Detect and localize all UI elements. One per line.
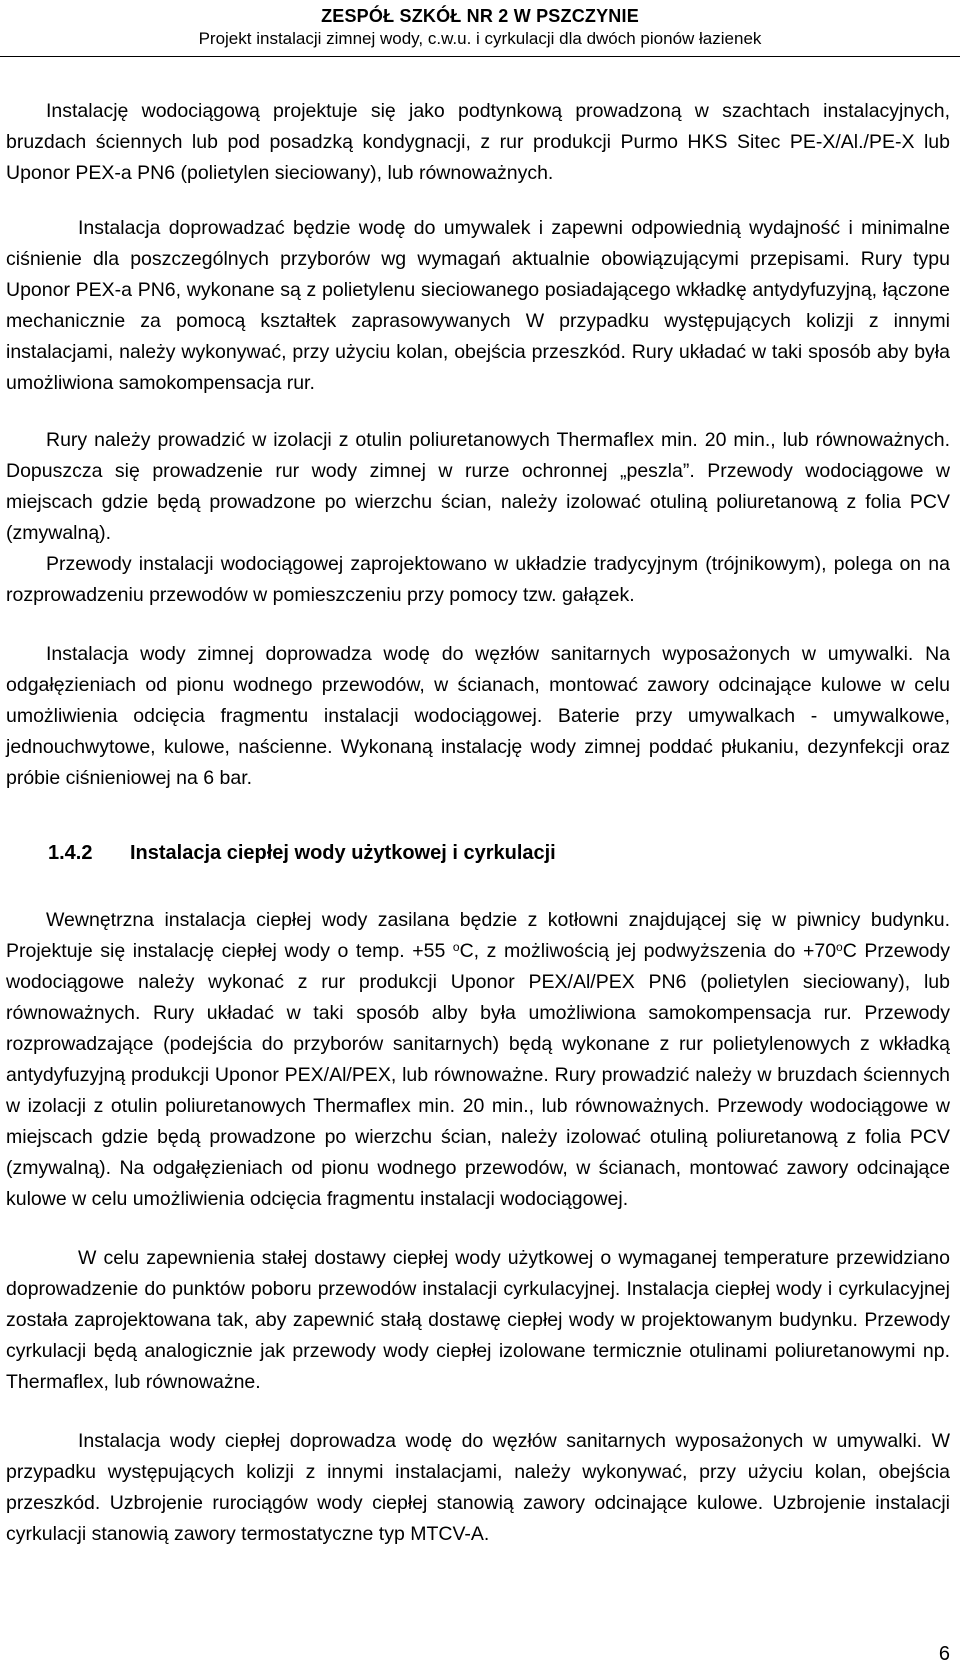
section-number: 1.4.2 xyxy=(48,842,93,864)
document-body xyxy=(6,96,950,1550)
page-header xyxy=(0,0,960,57)
hot-water-text-part-1: Wewnętrzna instalacja ciepłej wody zasilana będzie z kotłowni znajdującej się w piwnicy budynku. Projektuje się instalację ciepłej wody o temp. +55 xyxy=(6,909,950,962)
degree-superscript: o xyxy=(836,940,843,954)
header-subtitle: Projekt instalacji zimnej wody, c.w.u. i cyrkulacji dla dwóch pionów łazienek xyxy=(198,29,762,48)
degree-superscript: o xyxy=(452,940,460,954)
section-title: Instalacja ciepłej wody użytkowej i cyrkulacji xyxy=(130,842,556,864)
paragraph-supply-pressure: Instalacja doprowadzać będzie wodę do umywalek i zapewni odpowiednią wydajność i minimalne ciśnienie dla poszczególnych przyborów wg wymagań aktualnie obowiązującymi przepisami. Rury typu Uponor PEX-a PN6, wykonane są z polietylenu sieciowanego posiadającego wkładkę antydyfuzyjną, łączone mechanicznie za pomocą kształtek zaprasowywanych W przypadku występujących kolizji z innymi instalacjami, należy wykonywać, przy użyciu kolan, obejścia przeszkód. Rury układać w taki sposób aby była umożliwiona samokompensacja rur. xyxy=(6,217,950,394)
section-heading xyxy=(6,838,950,869)
hot-water-text-part-2: C, z możliwością jej podwyższenia do +70 xyxy=(459,940,837,962)
paragraph-circulation: W celu zapewnienia stałej dostawy ciepłej wody użytkowej o wymaganej temperature przewidziano doprowadzenie do punktów poboru przewodów instalacji cyrkulacyjnej. Instalacja ciepłej wody i cyrkulacyjnej została zaprojektowana tak, aby zapewnić stałą dostawę ciepłej wody w projektowanym budynku. Przewody cyrkulacji będą analogicznie jak przewody wody ciepłej izolowane termicznie otulinami poliuretanowymi np. Thermaflex, lub równoważne. xyxy=(6,1247,950,1393)
hot-water-text-part-3: C Przewody wodociągowe należy wykonać z rur produkcji Uponor PEX/Al/PEX PN6 (polietylen sieciowany), lub równoważnych. Rury układać w taki sposób alby była umożliwiona samokompensacja rur. Przewody rozprowadzające (podejścia do przyborów sanitarnych) będą wykonane z rur polietylenowych z wkładką antydyfuzyjną produkcji Uponor PEX/Al/PEX, lub równoważne. Rury prowadzić należy w bruzdach ściennych w izolacji z otulin poliuretanowych Thermaflex min. 20 min., lub równoważnych. Przewody wodociągowe w miejscach gdzie będą prowadzone po wierzchu ścian, należy izolować otuliną poliuretanową z folia PCV (zmywalną). Na odgałęzieniach od pionu wodnego przewodów, w ścianach, montować zawory odcinające kulowe w celu umożliwienia odcięcia fragmentu instalacji wodociągowej. xyxy=(6,940,950,1210)
header-title: ZESPÓŁ SZKÓŁ NR 2 W PSZCZYNIE xyxy=(321,6,639,26)
paragraph-hot-water xyxy=(6,905,950,1215)
paragraph-insulation: Rury należy prowadzić w izolacji z otulin poliuretanowych Thermaflex min. 20 min., lub równoważnych. Dopuszcza się prowadzenie rur wody zimnej w rurze ochronnej „peszla”. Przewody wodociągowe w miejscach gdzie będą prowadzone po wierzchu ścian, należy izolować otuliną poliuretanową z folia PCV (zmywalną). xyxy=(6,429,950,544)
header-divider xyxy=(0,56,960,57)
paragraph-water-installation: Instalację wodociągową projektuje się jako podtynkową prowadzoną w szachtach instalacyjnych, bruzdach ściennych lub pod posadzką kondygnacji, z rur produkcji Purmo HKS Sitec PE-X/Al./PE-X lub Uponor PEX-a PN6 (polietylen sieciowany), lub równoważnych. xyxy=(6,100,950,184)
paragraph-hot-water-fittings: Instalacja wody ciepłej doprowadza wodę do węzłów sanitarnych wyposażonych w umywalki. W przypadku występujących kolizji z innymi instalacjami, należy wykonywać, przy użyciu kolan, obejścia przeszkód. Uzbrojenie rurociągów wody ciepłej stanowią zawory odcinające kulowe. Uzbrojenie instalacji cyrkulacji stanowią zawory termostatyczne typ MTCV-A. xyxy=(6,1430,950,1545)
page-number: 6 xyxy=(938,1643,950,1665)
paragraph-cold-water: Instalacja wody zimnej doprowadza wodę do węzłów sanitarnych wyposażonych w umywalki. Na odgałęzieniach od pionu wodnego przewodów, w ścianach, montować zawory odcinające kulowe w celu umożliwienia odcięcia fragmentu instalacji wodociągowej. Baterie przy umywalkach - umywalkowe, jednouchwytowe, kulowe, naścienne. Wykonaną instalację wody zimnej poddać płukaniu, dezynfekcji oraz próbie ciśnieniowej na 6 bar. xyxy=(6,643,950,789)
paragraph-layout-system: Przewody instalacji wodociągowej zaprojektowano w układzie tradycyjnym (trójnikowym), polega on na rozprowadzeniu przewodów w pomieszczeniu przy pomocy tzw. gałązek. xyxy=(6,553,950,606)
